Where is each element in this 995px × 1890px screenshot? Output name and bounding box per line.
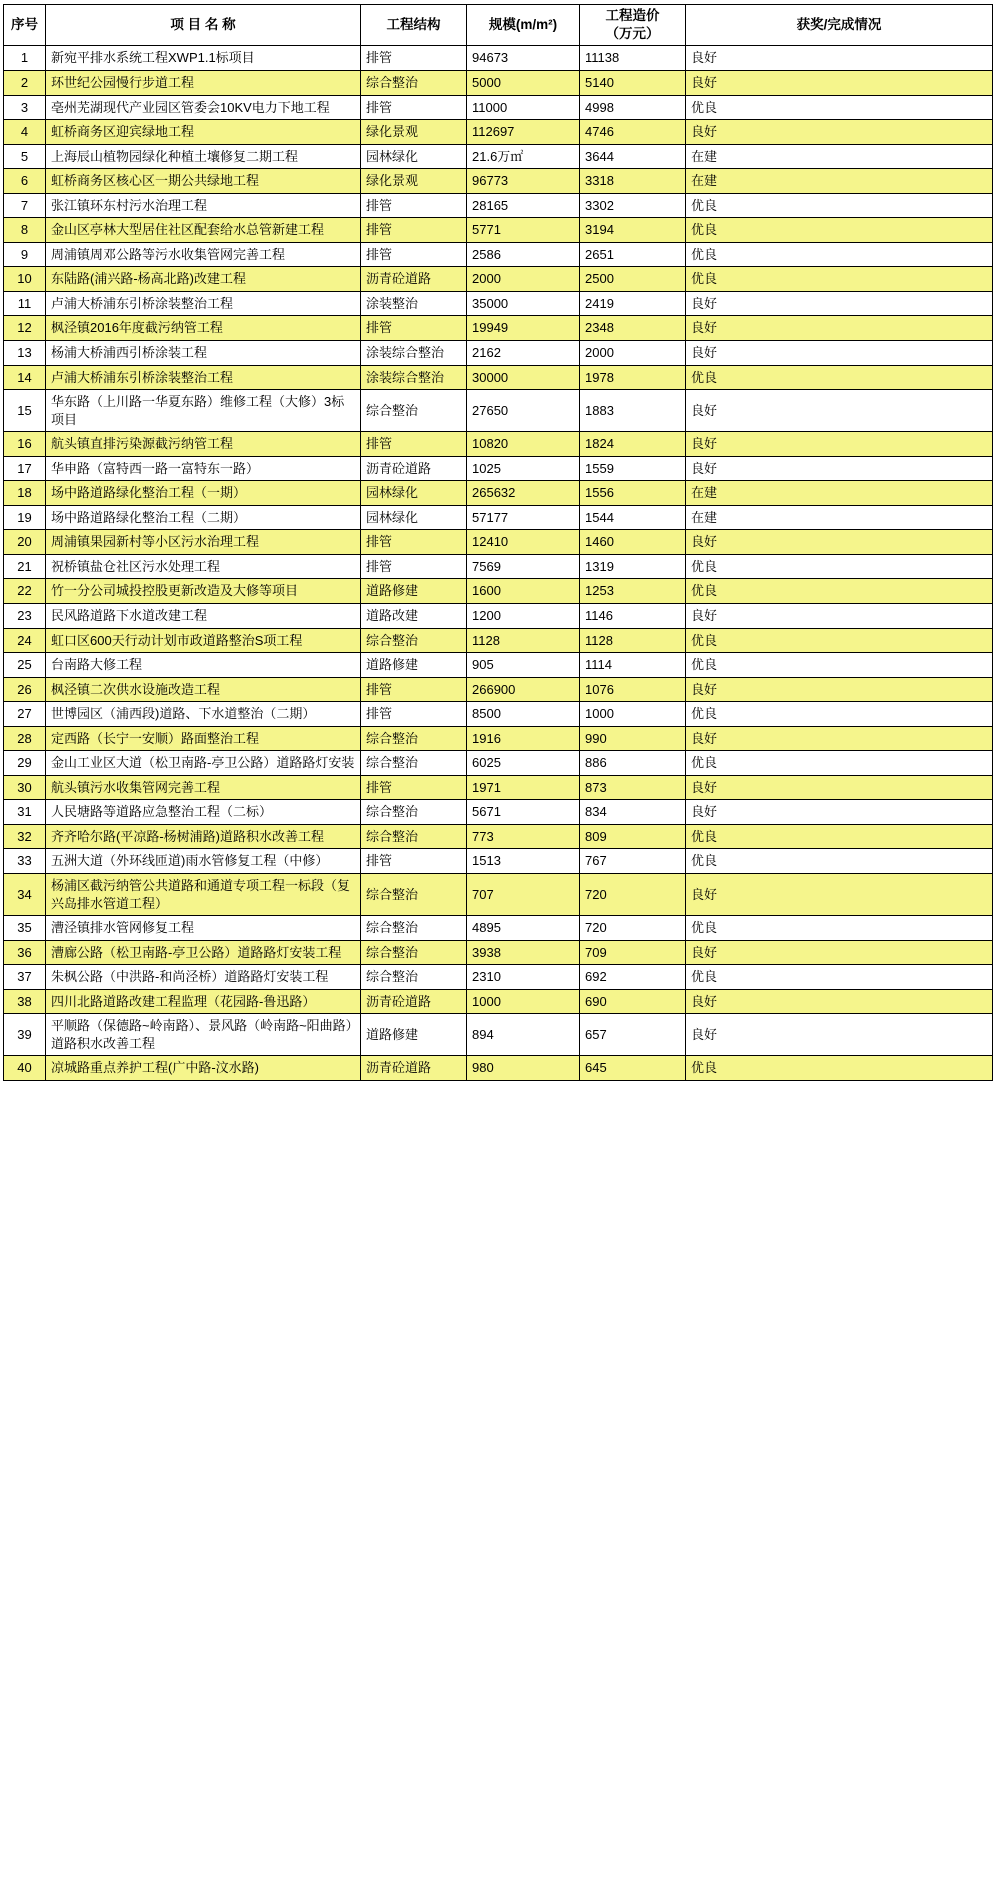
table-row xyxy=(4,628,993,653)
cell-structure: 道路修建 xyxy=(361,1014,467,1056)
cell-structure: 综合整治 xyxy=(361,965,467,990)
cell-structure: 综合整治 xyxy=(361,726,467,751)
cell-award: 良好 xyxy=(686,800,993,825)
cell-scale: 6025 xyxy=(467,751,580,776)
table-row xyxy=(4,95,993,120)
cell-index: 38 xyxy=(4,989,46,1014)
cell-structure: 排管 xyxy=(361,218,467,243)
cell-project-name: 祝桥镇盐仓社区污水处理工程 xyxy=(46,554,361,579)
cell-scale: 894 xyxy=(467,1014,580,1056)
cell-index: 32 xyxy=(4,824,46,849)
table-row xyxy=(4,965,993,990)
cell-structure: 排管 xyxy=(361,554,467,579)
cell-scale: 4895 xyxy=(467,916,580,941)
cell-cost: 2000 xyxy=(580,341,686,366)
cell-project-name: 人民塘路等道路应急整治工程（二标） xyxy=(46,800,361,825)
cell-scale: 5771 xyxy=(467,218,580,243)
cell-cost: 2651 xyxy=(580,242,686,267)
cell-project-name: 五洲大道（外环线匝道)雨水管修复工程（中修） xyxy=(46,849,361,874)
cell-cost: 645 xyxy=(580,1056,686,1081)
cell-project-name: 环世纪公园慢行步道工程 xyxy=(46,70,361,95)
cell-scale: 1000 xyxy=(467,989,580,1014)
cell-index: 11 xyxy=(4,291,46,316)
table-row xyxy=(4,726,993,751)
table-row xyxy=(4,1056,993,1081)
cell-award: 良好 xyxy=(686,775,993,800)
table-row xyxy=(4,505,993,530)
cell-award: 良好 xyxy=(686,456,993,481)
cell-award: 优良 xyxy=(686,702,993,727)
cell-award: 优良 xyxy=(686,628,993,653)
cell-structure: 道路改建 xyxy=(361,604,467,629)
table-row xyxy=(4,193,993,218)
column-header-cost-unit: （万元） xyxy=(605,26,660,42)
cell-cost: 1319 xyxy=(580,554,686,579)
cell-scale: 96773 xyxy=(467,169,580,194)
cell-project-name: 场中路道路绿化整治工程（二期） xyxy=(46,505,361,530)
table-row xyxy=(4,169,993,194)
cell-index: 34 xyxy=(4,874,46,916)
cell-scale: 7569 xyxy=(467,554,580,579)
cell-structure: 排管 xyxy=(361,702,467,727)
cell-index: 16 xyxy=(4,432,46,457)
cell-structure: 绿化景观 xyxy=(361,169,467,194)
cell-index: 15 xyxy=(4,390,46,432)
table-row xyxy=(4,70,993,95)
cell-cost: 2419 xyxy=(580,291,686,316)
cell-project-name: 四川北路道路改建工程监理（花园路-鲁迅路） xyxy=(46,989,361,1014)
cell-cost: 3194 xyxy=(580,218,686,243)
table-row xyxy=(4,291,993,316)
table-row xyxy=(4,390,993,432)
cell-award: 良好 xyxy=(686,677,993,702)
cell-award: 优良 xyxy=(686,242,993,267)
table-row xyxy=(4,579,993,604)
cell-project-name: 场中路道路绿化整治工程（一期） xyxy=(46,481,361,506)
cell-index: 2 xyxy=(4,70,46,95)
table-row xyxy=(4,456,993,481)
cell-project-name: 新宛平排水系统工程XWP1.1标项目 xyxy=(46,46,361,71)
table-row xyxy=(4,432,993,457)
cell-award: 良好 xyxy=(686,316,993,341)
cell-cost: 709 xyxy=(580,940,686,965)
cell-index: 19 xyxy=(4,505,46,530)
cell-project-name: 朱枫公路（中洪路-和尚泾桥）道路路灯安装工程 xyxy=(46,965,361,990)
cell-cost: 1883 xyxy=(580,390,686,432)
cell-structure: 综合整治 xyxy=(361,940,467,965)
table-row xyxy=(4,218,993,243)
cell-scale: 980 xyxy=(467,1056,580,1081)
cell-award: 优良 xyxy=(686,365,993,390)
cell-cost: 990 xyxy=(580,726,686,751)
cell-cost: 3318 xyxy=(580,169,686,194)
cell-project-name: 虹桥商务区迎宾绿地工程 xyxy=(46,120,361,145)
cell-index: 29 xyxy=(4,751,46,776)
cell-scale: 5000 xyxy=(467,70,580,95)
table-row xyxy=(4,989,993,1014)
cell-index: 13 xyxy=(4,341,46,366)
cell-cost: 657 xyxy=(580,1014,686,1056)
cell-project-name: 竹一分公司城投控股更新改造及大修等项目 xyxy=(46,579,361,604)
column-header-index-label: 序号 xyxy=(11,17,38,33)
cell-award: 优良 xyxy=(686,751,993,776)
column-header-structure xyxy=(361,5,467,46)
cell-structure: 道路修建 xyxy=(361,653,467,678)
cell-index: 22 xyxy=(4,579,46,604)
cell-cost: 4998 xyxy=(580,95,686,120)
cell-index: 25 xyxy=(4,653,46,678)
cell-index: 10 xyxy=(4,267,46,292)
cell-scale: 11000 xyxy=(467,95,580,120)
cell-award: 良好 xyxy=(686,940,993,965)
cell-index: 14 xyxy=(4,365,46,390)
cell-scale: 265632 xyxy=(467,481,580,506)
cell-scale: 10820 xyxy=(467,432,580,457)
column-header-award-label: 获奖/完成情况 xyxy=(796,17,882,33)
table-row xyxy=(4,849,993,874)
cell-scale: 1025 xyxy=(467,456,580,481)
cell-index: 37 xyxy=(4,965,46,990)
cell-award: 良好 xyxy=(686,291,993,316)
cell-project-name: 亳州芜湖现代产业园区管委会10KV电力下地工程 xyxy=(46,95,361,120)
cell-award: 良好 xyxy=(686,604,993,629)
cell-award: 优良 xyxy=(686,916,993,941)
cell-index: 18 xyxy=(4,481,46,506)
table-row xyxy=(4,144,993,169)
cell-scale: 28165 xyxy=(467,193,580,218)
cell-scale: 2310 xyxy=(467,965,580,990)
cell-cost: 1556 xyxy=(580,481,686,506)
cell-scale: 30000 xyxy=(467,365,580,390)
cell-award: 良好 xyxy=(686,70,993,95)
cell-award: 良好 xyxy=(686,341,993,366)
cell-structure: 园林绿化 xyxy=(361,481,467,506)
cell-award: 优良 xyxy=(686,824,993,849)
cell-project-name: 东陆路(浦兴路-杨高北路)改建工程 xyxy=(46,267,361,292)
cell-award: 在建 xyxy=(686,481,993,506)
cell-project-name: 杨浦区截污纳管公共道路和通道专项工程一标段（复兴岛排水管道工程） xyxy=(46,874,361,916)
cell-project-name: 航头镇直排污染源截污纳管工程 xyxy=(46,432,361,457)
cell-project-name: 卢浦大桥浦东引桥涂装整治工程 xyxy=(46,291,361,316)
cell-award: 优良 xyxy=(686,1056,993,1081)
cell-award: 在建 xyxy=(686,169,993,194)
column-header-scale xyxy=(467,5,580,46)
cell-project-name: 民风路道路下水道改建工程 xyxy=(46,604,361,629)
cell-structure: 排管 xyxy=(361,316,467,341)
table-row xyxy=(4,824,993,849)
table-row xyxy=(4,940,993,965)
cell-scale: 112697 xyxy=(467,120,580,145)
cell-structure: 沥青砼道路 xyxy=(361,456,467,481)
cell-index: 36 xyxy=(4,940,46,965)
cell-structure: 综合整治 xyxy=(361,70,467,95)
cell-structure: 综合整治 xyxy=(361,824,467,849)
cell-structure: 沥青砼道路 xyxy=(361,267,467,292)
cell-index: 35 xyxy=(4,916,46,941)
cell-project-name: 华申路（富特西一路一富特东一路） xyxy=(46,456,361,481)
cell-cost: 692 xyxy=(580,965,686,990)
cell-award: 良好 xyxy=(686,989,993,1014)
cell-scale: 266900 xyxy=(467,677,580,702)
cell-index: 24 xyxy=(4,628,46,653)
cell-scale: 2000 xyxy=(467,267,580,292)
cell-cost: 690 xyxy=(580,989,686,1014)
cell-award: 优良 xyxy=(686,218,993,243)
cell-award: 优良 xyxy=(686,267,993,292)
table-row xyxy=(4,242,993,267)
cell-project-name: 平顺路（保德路~岭南路）、景风路（岭南路~阳曲路）道路积水改善工程 xyxy=(46,1014,361,1056)
cell-scale: 19949 xyxy=(467,316,580,341)
cell-structure: 排管 xyxy=(361,530,467,555)
cell-index: 3 xyxy=(4,95,46,120)
cell-cost: 886 xyxy=(580,751,686,776)
cell-index: 20 xyxy=(4,530,46,555)
cell-structure: 排管 xyxy=(361,775,467,800)
cell-structure: 涂装综合整治 xyxy=(361,365,467,390)
cell-project-name: 虹口区600天行动计划市政道路整治S项工程 xyxy=(46,628,361,653)
table-row xyxy=(4,677,993,702)
cell-scale: 27650 xyxy=(467,390,580,432)
cell-cost: 1253 xyxy=(580,579,686,604)
cell-structure: 园林绿化 xyxy=(361,505,467,530)
cell-index: 1 xyxy=(4,46,46,71)
cell-cost: 1824 xyxy=(580,432,686,457)
cell-award: 优良 xyxy=(686,579,993,604)
table-header-row xyxy=(4,5,993,46)
cell-index: 26 xyxy=(4,677,46,702)
cell-scale: 707 xyxy=(467,874,580,916)
table-row xyxy=(4,800,993,825)
cell-cost: 2348 xyxy=(580,316,686,341)
cell-index: 8 xyxy=(4,218,46,243)
cell-structure: 排管 xyxy=(361,677,467,702)
cell-index: 30 xyxy=(4,775,46,800)
cell-award: 在建 xyxy=(686,144,993,169)
cell-award: 良好 xyxy=(686,432,993,457)
cell-index: 17 xyxy=(4,456,46,481)
cell-index: 4 xyxy=(4,120,46,145)
cell-cost: 2500 xyxy=(580,267,686,292)
column-header-cost xyxy=(580,5,686,46)
table-row xyxy=(4,653,993,678)
cell-scale: 1200 xyxy=(467,604,580,629)
cell-structure: 道路修建 xyxy=(361,579,467,604)
cell-cost: 1128 xyxy=(580,628,686,653)
cell-project-name: 卢浦大桥浦东引桥涂装整治工程 xyxy=(46,365,361,390)
cell-structure: 绿化景观 xyxy=(361,120,467,145)
cell-award: 良好 xyxy=(686,874,993,916)
cell-project-name: 周浦镇周邓公路等污水收集管网完善工程 xyxy=(46,242,361,267)
column-header-name xyxy=(46,5,361,46)
table-row xyxy=(4,316,993,341)
cell-award: 优良 xyxy=(686,965,993,990)
cell-index: 7 xyxy=(4,193,46,218)
cell-cost: 809 xyxy=(580,824,686,849)
cell-award: 良好 xyxy=(686,390,993,432)
cell-award: 在建 xyxy=(686,505,993,530)
table-row xyxy=(4,604,993,629)
cell-project-name: 世博园区（浦西段)道路、下水道整治（二期） xyxy=(46,702,361,727)
cell-cost: 767 xyxy=(580,849,686,874)
cell-structure: 综合整治 xyxy=(361,751,467,776)
cell-project-name: 杨浦大桥浦西引桥涂装工程 xyxy=(46,341,361,366)
table-body xyxy=(4,46,993,1081)
column-header-index xyxy=(4,5,46,46)
cell-index: 23 xyxy=(4,604,46,629)
cell-index: 9 xyxy=(4,242,46,267)
cell-project-name: 台南路大修工程 xyxy=(46,653,361,678)
cell-cost: 720 xyxy=(580,916,686,941)
cell-index: 5 xyxy=(4,144,46,169)
cell-cost: 11138 xyxy=(580,46,686,71)
cell-cost: 5140 xyxy=(580,70,686,95)
cell-index: 40 xyxy=(4,1056,46,1081)
cell-project-name: 凉城路重点养护工程(广中路-汶水路) xyxy=(46,1056,361,1081)
cell-project-name: 虹桥商务区核心区一期公共绿地工程 xyxy=(46,169,361,194)
cell-scale: 2162 xyxy=(467,341,580,366)
cell-project-name: 漕泾镇排水管网修复工程 xyxy=(46,916,361,941)
cell-structure: 综合整治 xyxy=(361,874,467,916)
cell-scale: 94673 xyxy=(467,46,580,71)
cell-structure: 排管 xyxy=(361,242,467,267)
cell-scale: 905 xyxy=(467,653,580,678)
cell-structure: 排管 xyxy=(361,95,467,120)
cell-structure: 综合整治 xyxy=(361,628,467,653)
cell-scale: 1916 xyxy=(467,726,580,751)
table-row xyxy=(4,874,993,916)
cell-award: 优良 xyxy=(686,193,993,218)
cell-project-name: 金山工业区大道（松卫南路-亭卫公路）道路路灯安装 xyxy=(46,751,361,776)
cell-structure: 综合整治 xyxy=(361,800,467,825)
cell-project-name: 张江镇环东村污水治理工程 xyxy=(46,193,361,218)
cell-project-name: 漕廊公路（松卫南路-亭卫公路）道路路灯安装工程 xyxy=(46,940,361,965)
cell-award: 良好 xyxy=(686,120,993,145)
cell-project-name: 金山区亭林大型居住社区配套给水总管新建工程 xyxy=(46,218,361,243)
cell-cost: 1544 xyxy=(580,505,686,530)
cell-scale: 35000 xyxy=(467,291,580,316)
cell-cost: 720 xyxy=(580,874,686,916)
cell-scale: 5671 xyxy=(467,800,580,825)
cell-project-name: 定西路（长宁一安顺）路面整治工程 xyxy=(46,726,361,751)
cell-scale: 1600 xyxy=(467,579,580,604)
cell-index: 21 xyxy=(4,554,46,579)
cell-structure: 综合整治 xyxy=(361,390,467,432)
cell-cost: 873 xyxy=(580,775,686,800)
cell-cost: 1559 xyxy=(580,456,686,481)
cell-index: 39 xyxy=(4,1014,46,1056)
cell-scale: 773 xyxy=(467,824,580,849)
cell-structure: 涂装整治 xyxy=(361,291,467,316)
cell-scale: 12410 xyxy=(467,530,580,555)
cell-project-name: 上海辰山植物园绿化种植土壤修复二期工程 xyxy=(46,144,361,169)
cell-index: 31 xyxy=(4,800,46,825)
cell-award: 优良 xyxy=(686,653,993,678)
cell-award: 优良 xyxy=(686,554,993,579)
cell-structure: 排管 xyxy=(361,193,467,218)
cell-cost: 1114 xyxy=(580,653,686,678)
cell-scale: 8500 xyxy=(467,702,580,727)
cell-cost: 1000 xyxy=(580,702,686,727)
cell-scale: 21.6万㎡ xyxy=(467,144,580,169)
cell-scale: 1971 xyxy=(467,775,580,800)
cell-structure: 排管 xyxy=(361,849,467,874)
column-header-name-label: 项 目 名 称 xyxy=(170,17,236,33)
cell-award: 良好 xyxy=(686,46,993,71)
table-row xyxy=(4,916,993,941)
table-row xyxy=(4,46,993,71)
cell-structure: 沥青砼道路 xyxy=(361,989,467,1014)
cell-structure: 排管 xyxy=(361,432,467,457)
table-row xyxy=(4,267,993,292)
table-row xyxy=(4,530,993,555)
column-header-scale-label: 规模(m/m²) xyxy=(488,17,558,33)
cell-index: 27 xyxy=(4,702,46,727)
table-row xyxy=(4,751,993,776)
table-row xyxy=(4,554,993,579)
cell-project-name: 枫泾镇2016年度截污纳管工程 xyxy=(46,316,361,341)
cell-cost: 1076 xyxy=(580,677,686,702)
cell-cost: 1460 xyxy=(580,530,686,555)
column-header-award xyxy=(686,5,993,46)
cell-award: 良好 xyxy=(686,1014,993,1056)
cell-cost: 3302 xyxy=(580,193,686,218)
column-header-structure-label: 工程结构 xyxy=(386,17,441,33)
cell-structure: 综合整治 xyxy=(361,916,467,941)
cell-structure: 园林绿化 xyxy=(361,144,467,169)
cell-award: 良好 xyxy=(686,530,993,555)
cell-index: 28 xyxy=(4,726,46,751)
cell-project-name: 华东路（上川路一华夏东路）维修工程（大修）3标项目 xyxy=(46,390,361,432)
cell-scale: 57177 xyxy=(467,505,580,530)
cell-project-name: 枫泾镇二次供水设施改造工程 xyxy=(46,677,361,702)
cell-scale: 1128 xyxy=(467,628,580,653)
table-row xyxy=(4,120,993,145)
cell-cost: 1978 xyxy=(580,365,686,390)
table-row xyxy=(4,481,993,506)
cell-structure: 排管 xyxy=(361,46,467,71)
column-header-cost-label: 工程造价 xyxy=(605,8,660,23)
cell-project-name: 周浦镇果园新村等小区污水治理工程 xyxy=(46,530,361,555)
cell-cost: 3644 xyxy=(580,144,686,169)
cell-cost: 834 xyxy=(580,800,686,825)
table-row xyxy=(4,702,993,727)
cell-project-name: 航头镇污水收集管网完善工程 xyxy=(46,775,361,800)
cell-cost: 4746 xyxy=(580,120,686,145)
table-row xyxy=(4,1014,993,1056)
cell-structure: 沥青砼道路 xyxy=(361,1056,467,1081)
cell-index: 12 xyxy=(4,316,46,341)
cell-scale: 2586 xyxy=(467,242,580,267)
cell-award: 优良 xyxy=(686,849,993,874)
cell-cost: 1146 xyxy=(580,604,686,629)
cell-structure: 涂装综合整治 xyxy=(361,341,467,366)
cell-index: 33 xyxy=(4,849,46,874)
table-row xyxy=(4,341,993,366)
table-row xyxy=(4,775,993,800)
cell-scale: 3938 xyxy=(467,940,580,965)
project-table xyxy=(3,4,993,1081)
cell-award: 优良 xyxy=(686,95,993,120)
cell-scale: 1513 xyxy=(467,849,580,874)
cell-project-name: 齐齐哈尔路(平凉路-杨树浦路)道路积水改善工程 xyxy=(46,824,361,849)
table-row xyxy=(4,365,993,390)
cell-award: 良好 xyxy=(686,726,993,751)
cell-index: 6 xyxy=(4,169,46,194)
